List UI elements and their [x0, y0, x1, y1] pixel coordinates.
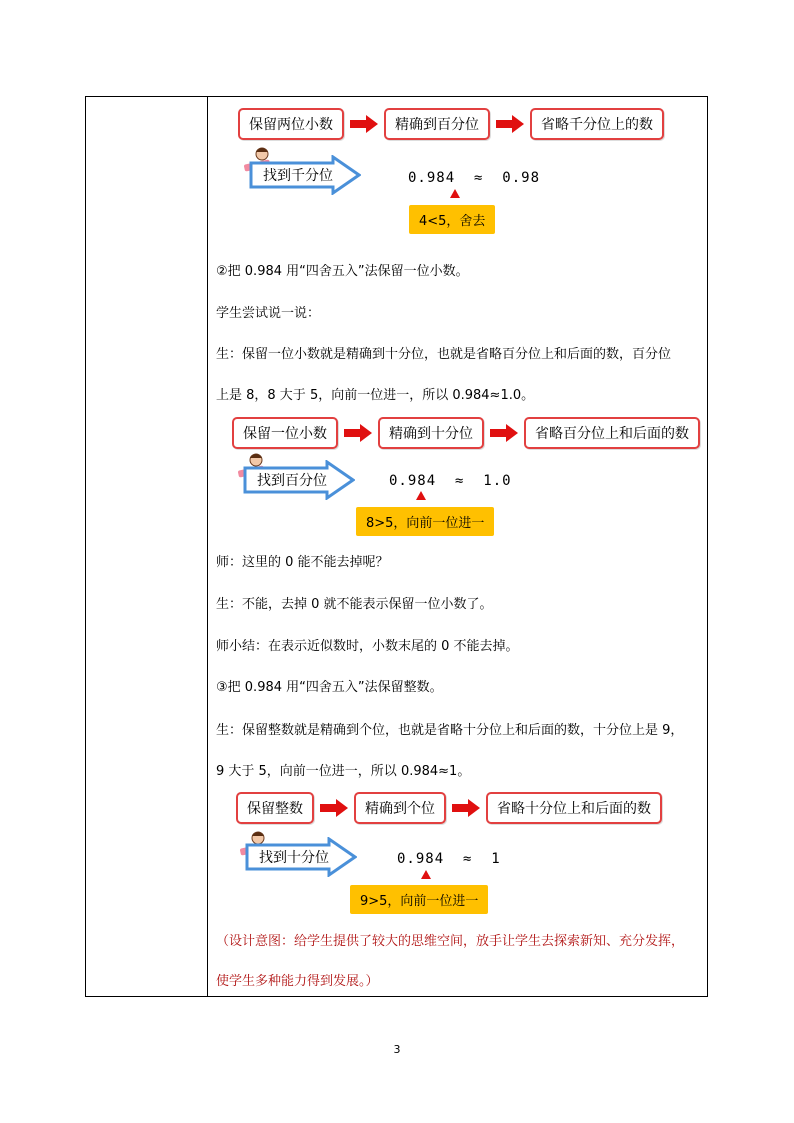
page-number: 3	[393, 1043, 401, 1056]
answer-3-line-2: 9 大于 5，向前一位进一，所以 0.984≈1。	[216, 764, 471, 779]
flow-diagram-3	[236, 792, 662, 824]
find-arrow-2	[243, 460, 355, 500]
approx-expression: 0.984 ≈ 0.98	[408, 170, 541, 186]
rule-tag: 4<5，舍去	[409, 205, 495, 234]
approx-expression: 0.984 ≈ 1.0	[389, 473, 512, 489]
right-arrow-icon	[344, 423, 372, 443]
right-arrow-icon	[320, 798, 348, 818]
design-intent-line-2: 使学生多种能力得到发展。）	[216, 974, 379, 989]
right-arrow-icon	[452, 798, 480, 818]
flow-box: 保留整数	[236, 792, 314, 824]
flow-box: 省略千分位上的数	[530, 108, 664, 140]
find-label: 找到千分位	[263, 168, 333, 184]
right-arrow-icon	[496, 114, 524, 134]
teacher-summary: 师小结：在表示近似数时，小数末尾的 0 不能去掉。	[216, 639, 519, 654]
find-label: 找到百分位	[257, 473, 327, 489]
find-arrow-3	[245, 837, 357, 877]
question-2: ②把 0.984 用“四舍五入”法保留一位小数。	[216, 264, 469, 279]
right-arrow-icon	[350, 114, 378, 134]
teacher-question: 师：这里的 0 能不能去掉呢？	[216, 555, 389, 570]
pointer-triangle-icon	[416, 491, 426, 500]
flow-diagram-1	[238, 108, 664, 140]
flow-box: 保留两位小数	[238, 108, 344, 140]
question-3: ③把 0.984 用“四舍五入”法保留整数。	[216, 680, 443, 695]
approx-expression: 0.984 ≈ 1	[397, 851, 501, 867]
flow-box: 保留一位小数	[232, 417, 338, 449]
student-answer: 生：不能，去掉 0 就不能表示保留一位小数了。	[216, 597, 493, 612]
answer-2-line-1: 生：保留一位小数就是精确到十分位，也就是省略百分位上和后面的数，百分位	[216, 347, 672, 362]
find-arrow-1	[249, 155, 361, 195]
student-try: 学生尝试说一说：	[216, 306, 321, 321]
flow-box: 精确到个位	[354, 792, 446, 824]
right-arrow-icon	[490, 423, 518, 443]
design-intent-line-1: （设计意图：给学生提供了较大的思维空间，放手让学生去探索新知、充分发挥，	[216, 934, 685, 949]
pointer-triangle-icon	[421, 870, 431, 879]
column-divider	[207, 97, 208, 996]
flow-box: 精确到十分位	[378, 417, 484, 449]
answer-3-line-1: 生：保留整数就是精确到个位，也就是省略十分位上和后面的数，十分位上是 9，	[216, 723, 684, 738]
flow-box: 省略百分位上和后面的数	[524, 417, 700, 449]
pointer-triangle-icon	[450, 189, 460, 198]
rule-tag: 8>5，向前一位进一	[356, 507, 494, 536]
answer-2-line-2: 上是 8，8 大于 5，向前一位进一，所以 0.984≈1.0。	[216, 388, 535, 403]
rule-tag: 9>5，向前一位进一	[350, 885, 488, 914]
flow-box: 省略十分位上和后面的数	[486, 792, 662, 824]
find-label: 找到十分位	[259, 850, 329, 866]
flow-diagram-2	[232, 417, 700, 449]
flow-box: 精确到百分位	[384, 108, 490, 140]
